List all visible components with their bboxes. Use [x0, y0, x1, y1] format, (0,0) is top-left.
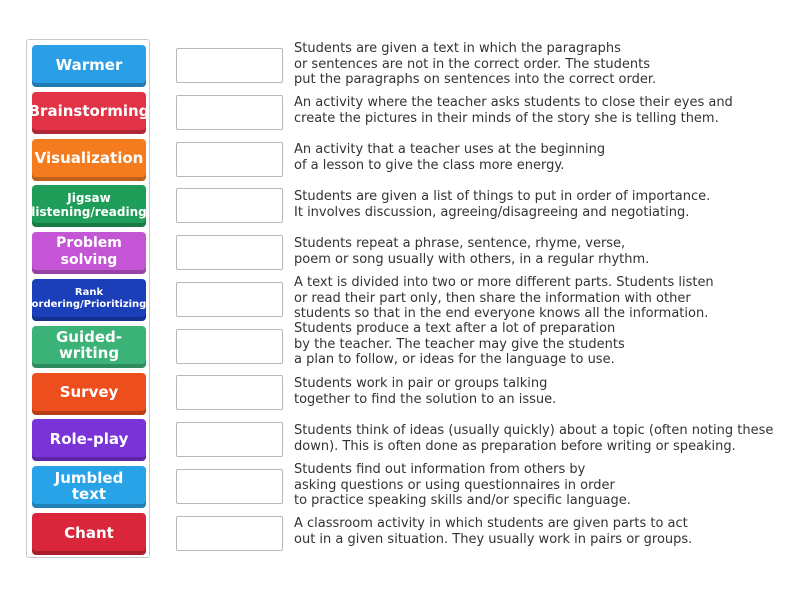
tile-guided-writing[interactable]: Guided-writing — [32, 326, 146, 368]
tile-problem-solving[interactable]: Problem solving — [32, 232, 146, 274]
drop-slot-5[interactable] — [176, 235, 283, 270]
definition-4: Students are given a list of things to put in order of importance. It involves discussion, agreeing/disagreeing and negotiating. — [294, 189, 711, 220]
definition-2: An activity where the teacher asks students to close their eyes and create the pictures in their minds of the story she is telling them. — [294, 95, 733, 126]
tile-chant[interactable]: Chant — [32, 513, 146, 555]
definition-7: Students produce a text after a lot of preparation by the teacher. The teacher may give the students a plan to follow, or ideas for the language to use. — [294, 321, 625, 367]
definition-5: Students repeat a phrase, sentence, rhyme, verse, poem or song usually with others, in a regular rhythm. — [294, 236, 650, 267]
tile-jigsaw-listening-reading[interactable]: Jigsaw listening/reading — [32, 185, 146, 227]
drop-slot-2[interactable] — [176, 95, 283, 130]
tile-warmer[interactable]: Warmer — [32, 45, 146, 87]
tile-rank-ordering-prioritizing[interactable]: Rank ordering/Prioritizing — [32, 279, 146, 321]
drop-slot-7[interactable] — [176, 329, 283, 364]
drop-slot-9[interactable] — [176, 422, 283, 457]
drop-slot-6[interactable] — [176, 282, 283, 317]
tile-visualization[interactable]: Visualization — [32, 139, 146, 181]
definition-8: Students work in pair or groups talking together to find the solution to an issue. — [294, 376, 557, 407]
definition-10: Students find out information from others by asking questions or using questionnaires in order to practice speaking skills and/or specific language. — [294, 462, 631, 508]
definition-9: Students think of ideas (usually quickly) about a topic (often noting these down). This is often done as preparation before writing or speaking. — [294, 423, 774, 454]
tile-jumbled-text[interactable]: Jumbled text — [32, 466, 146, 508]
tile-role-play[interactable]: Role-play — [32, 419, 146, 461]
drop-slot-3[interactable] — [176, 142, 283, 177]
definition-3: An activity that a teacher uses at the beginning of a lesson to give the class more energy. — [294, 142, 606, 173]
drop-slot-11[interactable] — [176, 516, 283, 551]
tile-survey[interactable]: Survey — [32, 373, 146, 415]
definition-11: A classroom activity in which students are given parts to act out in a given situation. They usually work in pairs or groups. — [294, 516, 693, 547]
drop-slot-1[interactable] — [176, 48, 283, 83]
drop-slot-4[interactable] — [176, 188, 283, 223]
definition-6: A text is divided into two or more different parts. Students listen or read their part only, then share the information with other students so that in the end everyone knows all the information. — [294, 275, 714, 321]
tile-brainstorming[interactable]: Brainstorming — [32, 92, 146, 134]
definition-1: Students are given a text in which the paragraphs or sentences are not in the correct order. The students put the paragraphs on sentences into the correct order. — [294, 41, 657, 87]
drop-slot-10[interactable] — [176, 469, 283, 504]
drop-slot-8[interactable] — [176, 375, 283, 410]
